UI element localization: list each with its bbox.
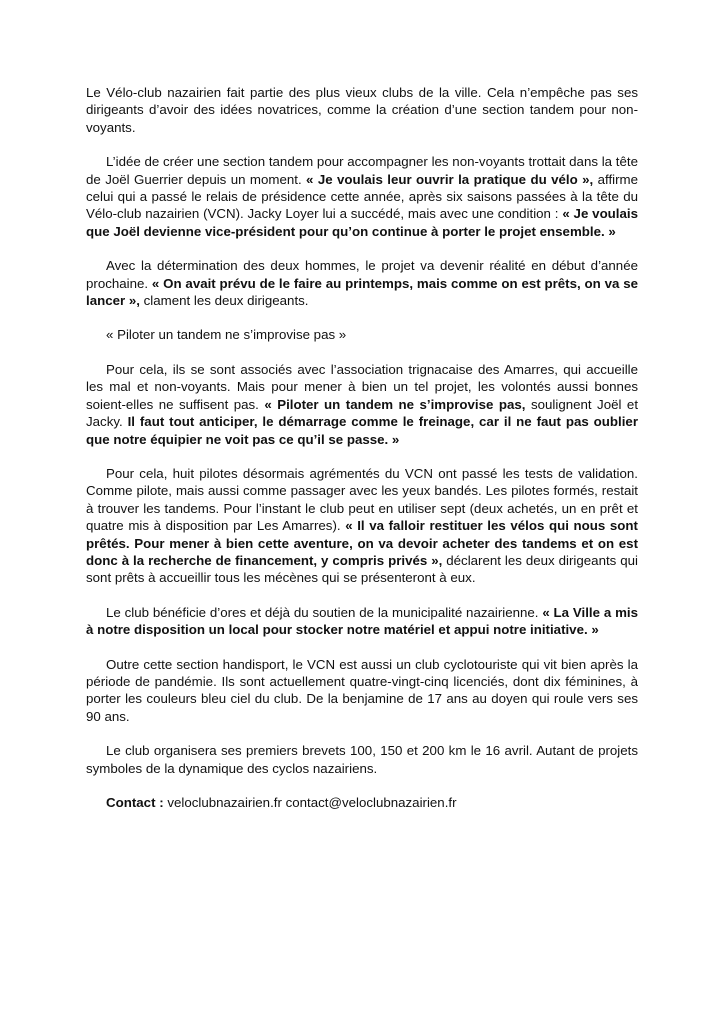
paragraph-project-start — [86, 257, 638, 309]
contact-label: Contact : — [106, 795, 164, 810]
body-text: clament les deux dirigeants. — [139, 293, 309, 309]
body-text: déclarent les deux dirigeants qui sont prêts à accueillir tous les mécènes qui se présenteront à eux. — [86, 552, 639, 586]
paragraph-subheading: « Piloter un tandem ne s’improvise pas » — [106, 327, 347, 343]
paragraph-intro: Le Vélo-club nazairien fait partie des plus vieux clubs de la ville. Cela n’empêche pas ses dirigeants d’avoir des idées novatrices, comme la création d’une section tandem pour non-voyants. — [86, 85, 638, 135]
paragraph-pilots — [86, 465, 638, 587]
paragraph-cyclotourism: Outre cette section handisport, le VCN est aussi un club cyclotouriste qui vit bien après la période de pandémie. Ils sont actuellement quatre-vingt-cinq licenciés, dont dix féminines, à porter les couleurs bleu ciel du club. De la benjamine de 17 ans au doyen qui roule vers ses 90 ans. — [86, 656, 638, 724]
paragraph-municipality — [86, 604, 638, 639]
quote-text: « On avait prévu de le faire au printemps, mais comme on est prêts, on va se lancer », — [86, 275, 638, 309]
quote-text: « Je voulais leur ouvrir la pratique du vélo », — [306, 171, 594, 187]
quote-text: « Piloter un tandem ne s’improvise pas, — [264, 396, 526, 412]
paragraph-brevets: Le club organisera ses premiers brevets 100, 150 et 200 km le 16 avril. Autant de projets symboles de la dynamique des cyclos nazairiens. — [86, 743, 638, 776]
paragraph-section-idea — [86, 153, 638, 240]
body-text: Le club bénéficie d’ores et déjà du soutien de la municipalité nazairienne. — [106, 604, 543, 620]
body-text: soulignent Joël et Jacky. — [86, 396, 639, 430]
quote-text: « Je voulais que Joël devienne vice-président pour qu’on continue à porter le projet ensemble. » — [86, 206, 638, 239]
quote-text: « Il va falloir restituer les vélos qui nous sont prêtés. Pour mener à bien cette aventure, on va devoir acheter des tandems et on est donc à la recherche de financement, y compris privés », — [86, 518, 638, 568]
quote-text: Il faut tout anticiper, le démarrage comme le freinage, car il ne faut pas oublier que notre équipier ne voit pas ce qu’il se passe. » — [86, 414, 638, 447]
quote-text: « La Ville a mis à notre disposition un local pour stocker notre matériel et appui notre initiative. » — [86, 604, 638, 638]
contact-value: veloclubnazairien.fr contact@veloclubnazairien.fr — [163, 795, 457, 810]
body-text: Avec la détermination des deux hommes, le projet va devenir réalité en début d’année prochaine. — [86, 258, 638, 291]
body-text: Pour cela, huit pilotes désormais agrémentés du VCN ont passé les tests de validation. Comme pilote, mais aussi comme passager avec les yeux bandés. Les pilotes formés, restait à trouver les tandems. Pour l’instant le club peut en utiliser sept (deux achetés, un en prêt et quatre mis à disposition par Les Amarres). — [86, 465, 638, 534]
body-text: L’idée de créer une section tandem pour accompagner les non-voyants trottait dans la tête de Joël Guerrier depuis un moment. — [86, 154, 638, 187]
body-text: Pour cela, ils se sont associés avec l’association trignacaise des Amarres, qui accueille les mal et non-voyants. Mais pour mener à bien un tel projet, les volontés aussi bonnes soient-elles ne suffisent pas. — [86, 361, 638, 412]
body-text: affirme celui qui a passé le relais de présidence cette année, après six saisons passées à la tête du Vélo-club nazairien (VCN). Jacky Loyer lui a succédé, mais avec une condition : — [86, 171, 638, 222]
contact-line — [86, 794, 638, 811]
paragraph-amarres — [86, 361, 638, 448]
